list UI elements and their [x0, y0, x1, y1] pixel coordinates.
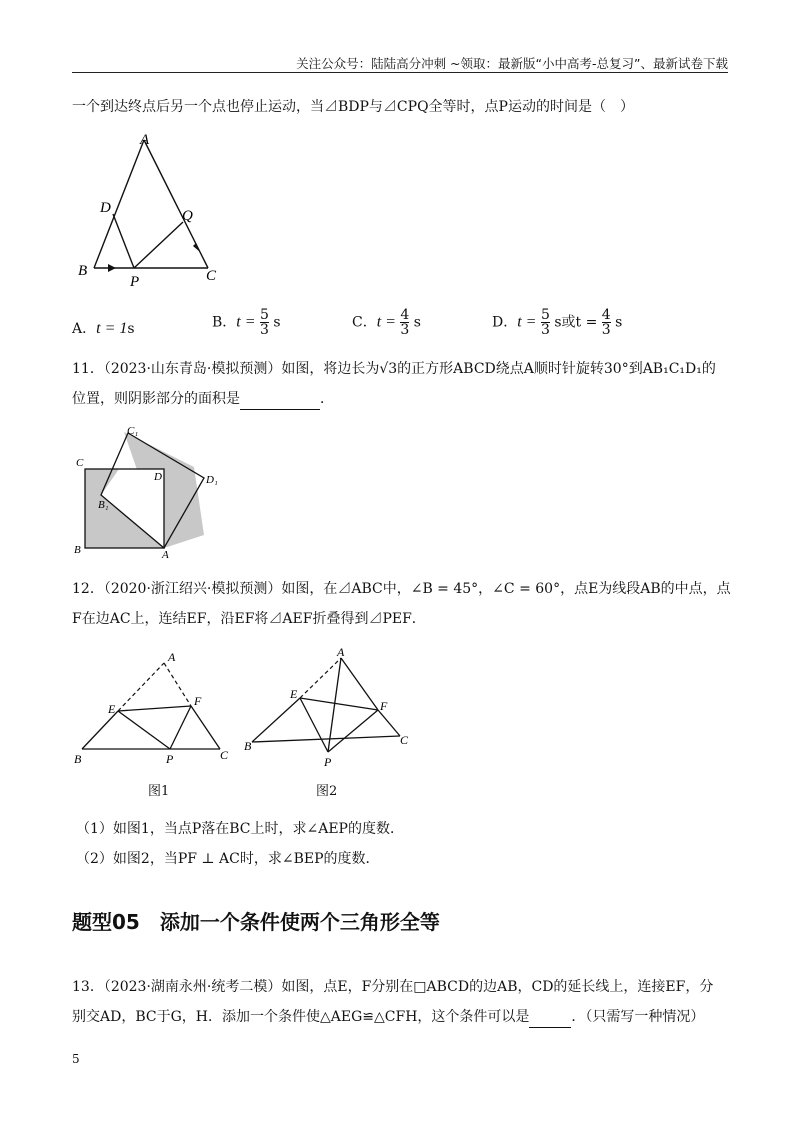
- label-b: B: [74, 544, 81, 556]
- line-ef: [118, 706, 191, 711]
- page-number: 5: [72, 1052, 80, 1066]
- label-a: A: [140, 132, 150, 148]
- label-a: A: [168, 650, 176, 664]
- arrow-b-icon: [108, 264, 116, 272]
- label-d: D: [154, 471, 162, 483]
- label-f: F: [194, 694, 202, 708]
- label-b: B: [78, 263, 88, 279]
- q10-figure: [72, 130, 232, 290]
- q10-option-d[interactable]: D．t = $\frac{5}{3}$ s或t = $\frac{4}{3}$ s: [492, 307, 623, 338]
- section-title: 题型05 添加一个条件使两个三角形全等: [72, 910, 440, 934]
- label-c: C: [400, 733, 409, 747]
- label-c1: C₁: [127, 425, 139, 437]
- label-b: B: [244, 739, 252, 753]
- line-be: [252, 698, 300, 742]
- q11-figure: [72, 422, 232, 562]
- dashed-ea: [118, 663, 164, 711]
- q12-stem-line1: 12．（2020·浙江绍兴·模拟预测）如图，在⊿ABC中，∠B = 45°，∠C = 60°，点E为线段AB的中点，点: [72, 581, 731, 597]
- line-fp: [328, 710, 378, 752]
- answer-blank[interactable]: [529, 1013, 571, 1028]
- q12-figure1: [72, 645, 242, 775]
- arrow-c-icon: [193, 243, 200, 252]
- label-p: P: [324, 755, 332, 769]
- q13-stem-line1: 13．（2023·湖南永州·统考二模）如图，点E，F分别在□ABCD的边AB，CD的延长线上，连接EF，分: [72, 979, 714, 995]
- q10-option-b[interactable]: B．t = $\frac{5}{3}$ s: [212, 307, 281, 338]
- label-b1: B₁: [98, 499, 109, 511]
- label-c: C: [206, 268, 217, 284]
- dashed-af: [164, 663, 191, 706]
- line-be: [82, 711, 118, 749]
- line-fc: [378, 710, 400, 736]
- q10-option-c[interactable]: C．t = $\frac{4}{3}$ s: [352, 307, 421, 338]
- line-fc: [191, 706, 220, 749]
- page-header: 关注公众号：陆陆高分冲刺 ~领取：最新版“小中高考-总复习”、最新试卷下载: [296, 56, 728, 71]
- label-c: C: [220, 748, 229, 762]
- label-e: E: [108, 702, 116, 716]
- label-q: Q: [182, 208, 193, 224]
- q12-stem-line2: F在边AC上，连结EF，沿EF将⊿AEF折叠得到⊿PEF．: [72, 611, 426, 627]
- label-p: P: [166, 752, 174, 766]
- q12-figure2: [240, 640, 420, 770]
- q12-sub1: （1）如图1，当点P落在BC上时，求∠AEP的度数．: [76, 821, 404, 837]
- label-d1: D₁: [206, 474, 218, 486]
- line-dp: [113, 214, 134, 268]
- label-c: C: [76, 457, 84, 469]
- header-rule: [72, 72, 728, 73]
- dashed-ea: [300, 658, 341, 698]
- q13-stem-line2: 别交AD，BC于G，H．添加一个条件使△AEG≌△CFH，这个条件可以是 ．（只需写一种情况）: [72, 1006, 704, 1028]
- q10-stem-line: 一个到达终点后另一个点也停止运动，当⊿BDP与⊿CPQ全等时，点P运动的时间是（ ）: [72, 99, 634, 115]
- label-a: A: [337, 645, 345, 659]
- fig1-caption: 图1: [148, 784, 170, 799]
- line-bc: [252, 736, 400, 742]
- q12-sub2: （2）如图2，当PF ⊥ AC时，求∠BEP的度数．: [76, 851, 380, 867]
- q11-stem-line2: 位置，则阴影部分的面积是 ．: [72, 388, 334, 410]
- label-p: P: [130, 274, 140, 290]
- line-ef: [300, 698, 378, 710]
- line-af: [341, 658, 378, 710]
- q11-stem-line1: 11．（2023·山东青岛·模拟预测）如图，将边长为√3的正方形ABCD绕点A顺时针旋转30°到AB₁C₁D₁的: [72, 361, 716, 377]
- line-ep: [118, 711, 170, 749]
- label-e: E: [290, 687, 298, 701]
- label-b: B: [74, 752, 82, 766]
- line-pq: [134, 222, 183, 268]
- fig2-caption: 图2: [316, 784, 338, 799]
- line-ep: [300, 698, 328, 752]
- label-f: F: [380, 699, 388, 713]
- answer-blank[interactable]: [240, 395, 320, 410]
- line-fp: [170, 706, 191, 749]
- label-a: A: [162, 549, 169, 561]
- q10-option-a[interactable]: A．t = 1s: [72, 320, 135, 337]
- label-d: D: [100, 200, 111, 216]
